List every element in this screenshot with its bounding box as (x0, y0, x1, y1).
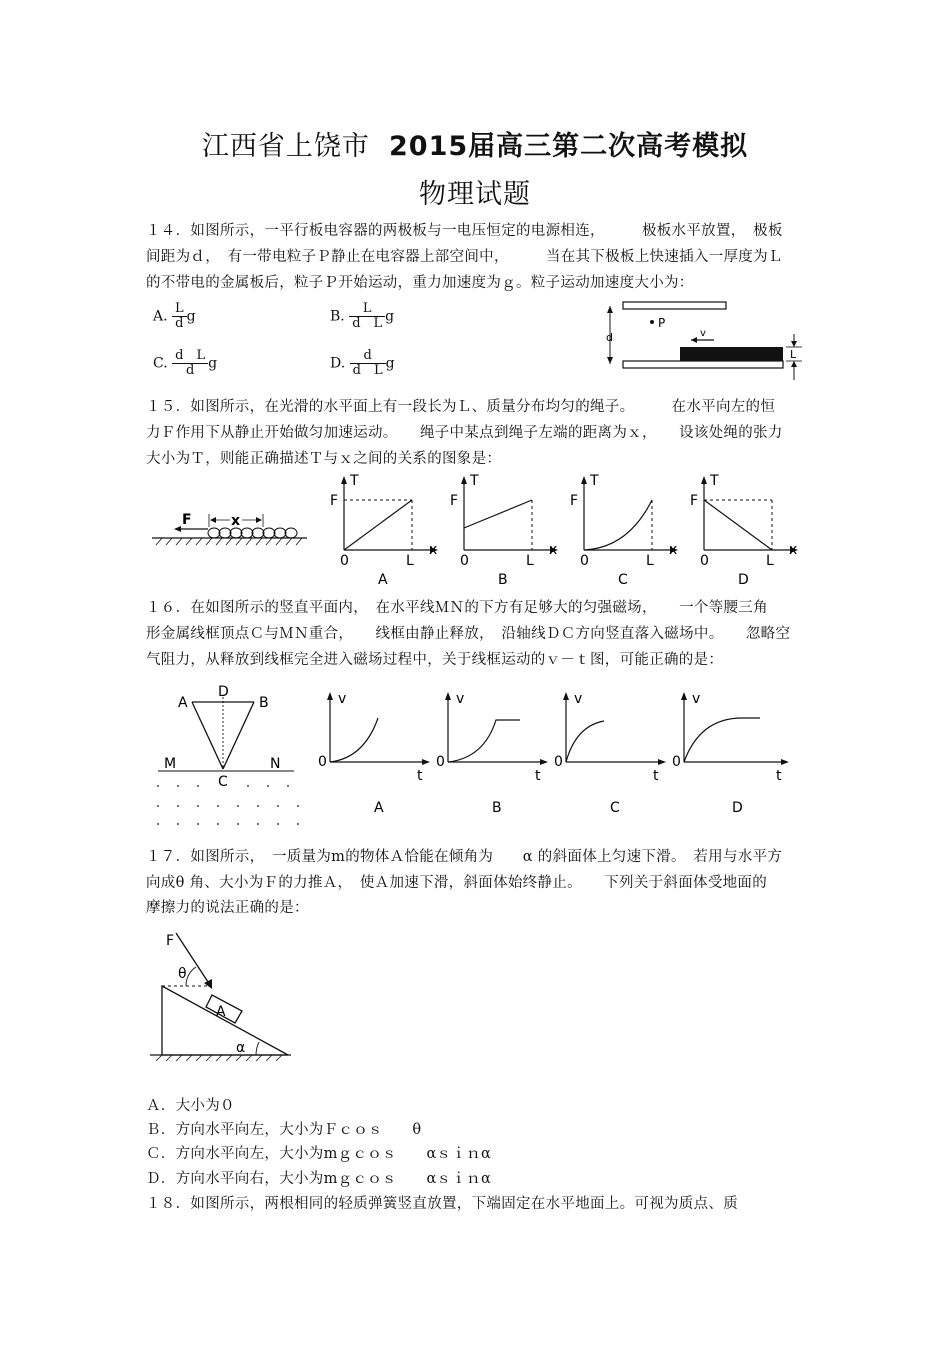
q17-text-2: 向成θ 角、大小为Ｆ的力推Ａ， 使Ａ加速下滑，斜面体始终静止。 下列关于斜面体受地面的 (146, 875, 768, 891)
t-axis-label: T (710, 473, 719, 489)
q17-incline-figure (146, 925, 296, 1065)
q15-graph-d (686, 472, 801, 587)
curve (464, 500, 532, 528)
arrow-head-icon (791, 341, 797, 347)
page-title: 江西省上饶市 2015届高三第二次高考模拟 (201, 131, 749, 162)
l-label: L (766, 553, 774, 569)
arrow-head-icon (791, 361, 797, 367)
x-axis-label: x (429, 542, 438, 558)
arrow-head-icon (781, 759, 789, 765)
x-axis-label: x (789, 542, 798, 558)
arrow-head-icon (341, 476, 347, 484)
arrow-head-icon (204, 979, 212, 989)
q17-text-3: 摩擦力的说法正确的是： (146, 900, 309, 916)
q15-text-3: 大小为Ｔ，则能正确描述Ｔ与ｘ之间的关系的图象是： (146, 451, 502, 467)
l-label: L (406, 553, 414, 569)
l-label: L (790, 348, 797, 361)
t-axis-label: T (350, 473, 359, 489)
q16-graph-c (552, 688, 672, 818)
velocity-label: v (700, 328, 706, 339)
origin-label: 0 (700, 553, 709, 569)
theta-arc (186, 967, 196, 986)
fraction: $\frac{L}{\text{d L}}$ (349, 302, 385, 331)
theta-label: θ (178, 966, 187, 982)
particle-p (650, 320, 654, 324)
q17-option-a: Ａ．大小为０ (146, 1098, 235, 1114)
arrow-head-icon (327, 692, 333, 700)
vertex-a-label: A (178, 695, 188, 711)
arrow-head-icon (658, 759, 666, 765)
incline-block (162, 986, 288, 1055)
q14-text-3: 的不带电的金属板后，粒子Ｐ开始运动，重力加速度为ｇ。粒子运动加速度大小为： (146, 275, 694, 291)
m-label: M (164, 756, 177, 772)
page-subtitle: 物理试题 (419, 179, 531, 210)
force-label: F (166, 933, 175, 949)
v-axis-label: v (574, 691, 583, 707)
v-axis-label: v (692, 691, 701, 707)
arrow-head-icon (607, 306, 613, 313)
t-axis-label: t (417, 768, 423, 784)
graph-label: A (374, 800, 384, 816)
arrow-head-icon (422, 759, 430, 765)
v-axis-label: v (338, 691, 347, 707)
graph-label: D (738, 572, 749, 587)
x-label: x (231, 513, 241, 529)
q15-text-1: １５．如图所示，在光滑的水平面上有一段长为Ｌ、质量分布均匀的绳子。 在水平向左的恒 (146, 399, 776, 415)
n-label: N (270, 756, 281, 772)
curve (330, 718, 378, 762)
q16-text-1: １６．在如图所示的竖直平面内， 在水平线ＭＮ的下方有足够大的匀强磁场， 一个等腰三角 (146, 600, 768, 616)
alpha-label: α (236, 1040, 246, 1056)
q14-option-c: C. $\frac{\text{d L}}{d}$ g (153, 348, 218, 378)
t-axis-label: t (653, 768, 659, 784)
q15-text-2: 力Ｆ作用下从静止开始做匀加速运动。 绳子中某点到绳子左端的距离为ｘ， 设该处绳的张力 (146, 425, 783, 441)
q15-graph-c (566, 472, 681, 587)
vertex-b-label: B (259, 695, 269, 711)
d-label: d (606, 331, 613, 344)
q17-option-b: Ｂ．方向水平向左，大小为Ｆｃｏｓ θ (146, 1122, 422, 1138)
q16-graph-d (670, 688, 795, 818)
l-label: L (646, 553, 654, 569)
arrow-head-icon (445, 692, 451, 700)
block-a-label: A (216, 1004, 226, 1020)
rope (208, 528, 297, 538)
curve (448, 720, 520, 762)
q16-text-3: 气阻力，从释放到线框完全进入磁场过程中，关于线框运动的ｖ－ｔ图，可能正确的是： (146, 652, 724, 668)
x-axis-label: x (669, 542, 678, 558)
fraction: $\frac{d}{\text{d L}}$ (350, 349, 386, 378)
q14-option-b: B. $\frac{L}{\text{d L}}$ g (330, 301, 395, 331)
curve (684, 718, 760, 762)
q17-option-c: Ｃ．方向水平向左，大小为mｇｃｏｓ αｓｉｎα (146, 1146, 492, 1162)
triangle-side (192, 702, 223, 769)
l-label: L (526, 553, 534, 569)
alpha-arc (256, 1042, 259, 1055)
q17-option-d: Ｄ．方向水平向右，大小为mｇｃｏｓ αｓｉｎα (146, 1171, 492, 1187)
arrow-head-icon (563, 692, 569, 700)
q16-triangle-figure (152, 683, 302, 828)
curve (584, 500, 652, 550)
graph-label: C (618, 572, 628, 587)
ground-hatch (156, 1055, 282, 1061)
arrow-head-icon (210, 517, 216, 523)
magnetic-field-dots (157, 785, 299, 825)
origin-label: 0 (436, 754, 445, 770)
upper-plate (623, 302, 726, 309)
f-label: F (450, 493, 459, 509)
q14-text-1: １４．如图所示，一平行板电容器的两极板与一电压恒定的电源相连， 极板水平放置， 极板 (146, 223, 783, 239)
particle-label: P (658, 316, 666, 330)
origin-label: 0 (340, 553, 349, 569)
curve (344, 500, 412, 550)
ground-hatch (156, 538, 302, 545)
lower-plate (623, 361, 783, 368)
q15-rope-figure (152, 505, 312, 550)
origin-label: 0 (580, 553, 589, 569)
q17-text-1: １７．如图所示， 一质量为m的物体Ａ恰能在倾角为 α 的斜面体上匀速下滑。 若用与水平方 (146, 849, 783, 865)
origin-label: 0 (460, 553, 469, 569)
t-axis-label: t (535, 768, 541, 784)
vertex-d-label: D (218, 684, 229, 700)
x-axis-label: x (549, 542, 558, 558)
arrow-head-icon (174, 526, 181, 532)
t-axis-label: T (470, 473, 479, 489)
arrow-head-icon (681, 692, 687, 700)
origin-label: 0 (318, 754, 327, 770)
graph-label: B (498, 572, 508, 587)
f-label: F (690, 493, 699, 509)
f-label: F (570, 493, 579, 509)
f-label: F (330, 493, 339, 509)
arrow-head-icon (701, 476, 707, 484)
q15-graph-b (446, 472, 561, 587)
arrow-head-icon (540, 759, 548, 765)
graph-label: B (492, 800, 502, 816)
curve (704, 500, 772, 550)
force-label: F (182, 512, 192, 528)
q18-text-1: １８．如图所示，两根相同的轻质弹簧竖直放置，下端固定在水平地面上。可视为质点、质 (146, 1196, 738, 1212)
v-axis-label: v (456, 691, 465, 707)
q14-text-2: 间距为ｄ， 有一带电粒子Ｐ静止在电容器上部空间中， 当在其下极板上快速插入一厚度为Ｌ (146, 249, 783, 265)
graph-label: D (732, 800, 743, 816)
q14-capacitor-figure (596, 296, 806, 386)
vertex-c-label: C (218, 774, 228, 790)
q14-option-d: D. $\frac{d}{\text{d L}}$ g (330, 348, 395, 378)
fraction: $\frac{\text{d L}}{d}$ (172, 349, 208, 378)
metal-slab (680, 347, 783, 361)
arrow-head-icon (461, 476, 467, 484)
q15-graph-a (326, 472, 441, 587)
q16-text-2: 形金属线框顶点Ｃ与ＭＮ重合， 线框由静止释放， 沿轴线ＤＣ方向竖直落入磁场中。 忽略空 (146, 626, 791, 642)
q14-option-a: A. $\frac{L}{d}$ g (153, 301, 196, 331)
graph-label: A (378, 572, 388, 587)
origin-label: 0 (672, 754, 681, 770)
t-axis-label: T (590, 473, 599, 489)
curve (566, 721, 604, 762)
arrow-head-icon (581, 476, 587, 484)
t-axis-label: t (776, 768, 782, 784)
arrow-head-icon (256, 517, 262, 523)
q16-graph-b (434, 688, 554, 818)
arrow-head-icon (691, 337, 697, 343)
fraction: $\frac{L}{d}$ (172, 302, 187, 331)
graph-label: C (610, 800, 620, 816)
origin-label: 0 (554, 754, 563, 770)
arrow-head-icon (607, 357, 613, 364)
q16-graph-a (316, 688, 436, 818)
triangle-side (223, 702, 254, 769)
